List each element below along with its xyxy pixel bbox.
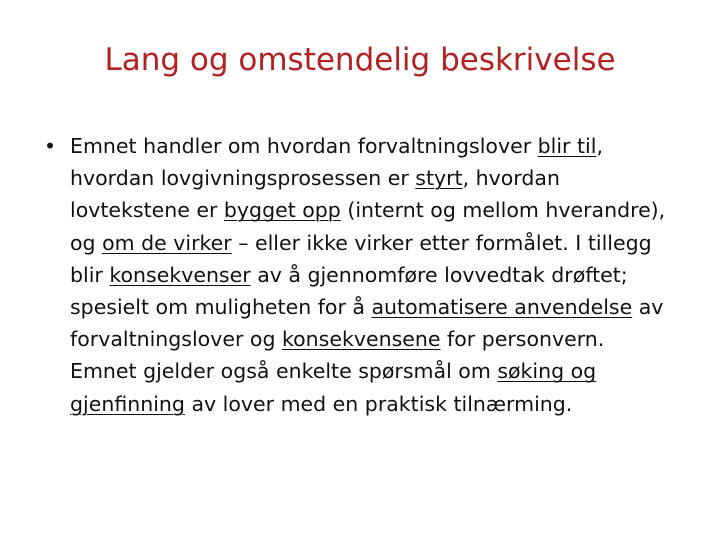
text-segment: for personvern. Emnet gjelder også enkelte spørsmål om [70, 327, 605, 384]
underlined-phrase-blir-til: blir til [537, 134, 597, 158]
underlined-phrase-automatisere-anvendelse: automatisere anvendelse [371, 295, 633, 320]
text-segment: av lover med en praktisk tilnærming. [184, 391, 573, 416]
text-segment: , hvordan lovtekstene er [70, 166, 560, 223]
text-segment: , hvordan lovgivningsprosessen er [70, 134, 603, 191]
bullet-symbol: • [44, 134, 57, 158]
underlined-phrase-konsekvensene: konsekvensene [282, 327, 441, 352]
paragraph-text [70, 134, 665, 416]
underlined-phrase-soking-og-gjenfinning: søking og gjenfinning [70, 359, 597, 416]
underlined-phrase-styrt: styrt [415, 166, 463, 191]
bullet-list [44, 130, 676, 420]
underlined-phrase-om-de-virker: om de virker [102, 230, 232, 255]
slide-title: Lang og omstendelig beskrivelse [104, 42, 616, 78]
text-segment: av å gjennomføre lovvedtak drøftet; spesielt om muligheten for å [70, 262, 628, 320]
text-segment: av forvaltningslover og [70, 295, 664, 352]
text-segment: (internt og mellom hverandre), og [70, 198, 666, 255]
underlined-phrase-konsekvenser: konsekvenser [109, 262, 251, 287]
text-segment: Emnet handler om hvordan forvaltningslover [70, 134, 538, 158]
text-segment: – eller ikke virker etter formålet. I tillegg blir [70, 230, 652, 287]
underlined-phrase-bygget-opp: bygget opp [223, 198, 341, 223]
bullet-item [44, 130, 676, 420]
